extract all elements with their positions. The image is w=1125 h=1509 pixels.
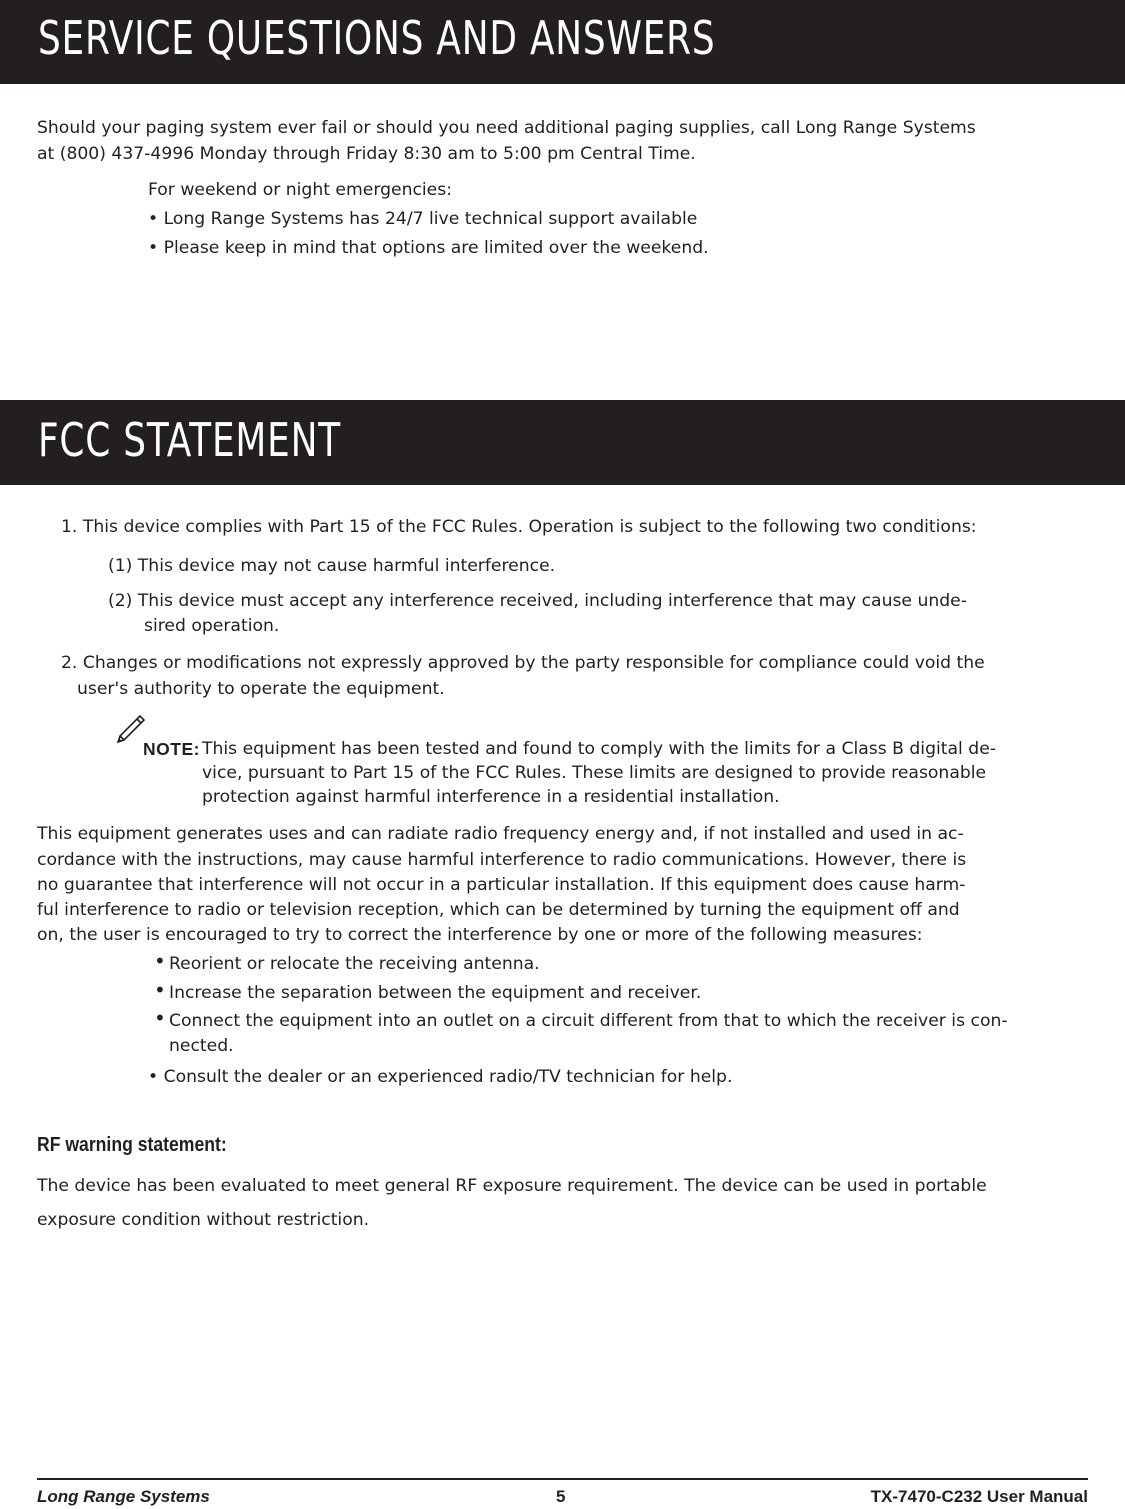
service-heading: SERVICE QUESTIONS AND ANSWERS	[38, 11, 716, 65]
fcc-body-line: ful interference to radio or television reception, which can be determined by turning the equipment off and	[37, 900, 960, 920]
note-line1: This equipment has been tested and found to comply with the limits for a Class B digital de-	[202, 739, 996, 759]
footer-page-number: 5	[556, 1487, 566, 1506]
pencil-icon	[112, 712, 146, 746]
emergency-item: • Please keep in mind that options are limited over the weekend.	[148, 238, 709, 258]
note-line2: vice, pursuant to Part 15 of the FCC Rules. These limits are designed to provide reasonable	[202, 763, 987, 783]
rf-heading: RF warning statement:	[37, 1134, 227, 1156]
bullet-icon: •	[154, 1006, 166, 1030]
service-intro-line2: at (800) 437-4996 Monday through Friday 8:30 am to 5:00 pm Central Time.	[37, 144, 696, 164]
measure-item-continued: nected.	[169, 1036, 234, 1056]
fcc-banner	[0, 400, 1125, 485]
fcc-heading: FCC STATEMENT	[38, 413, 341, 467]
fcc-item-1: 1. This device complies with Part 15 of the FCC Rules. Operation is subject to the following two conditions:	[61, 517, 977, 537]
fcc-body-line: on, the user is encouraged to try to correct the interference by one or more of the following measures:	[37, 925, 923, 945]
note-label: NOTE:	[143, 739, 200, 759]
service-intro-line1: Should your paging system ever fail or should you need additional paging supplies, call Long Range Systems	[37, 118, 976, 138]
service-banner	[0, 0, 1125, 84]
fcc-condition-2-line1: (2) This device must accept any interference received, including interference that may cause unde-	[108, 591, 967, 611]
fcc-body-line: cordance with the instructions, may cause harmful interference to radio communications. However, there is	[37, 850, 967, 870]
measure-item: Reorient or relocate the receiving antenna.	[169, 954, 540, 974]
footer-company: Long Range Systems	[37, 1487, 210, 1506]
fcc-item-2-line2: user's authority to operate the equipment.	[77, 679, 445, 699]
fcc-condition-1: (1) This device may not cause harmful interference.	[108, 556, 556, 576]
bullet-icon: •	[154, 949, 166, 973]
fcc-body-line: This equipment generates uses and can radiate radio frequency energy and, if not installed and used in ac-	[37, 824, 964, 844]
rf-line2: exposure condition without restriction.	[37, 1210, 370, 1230]
measure-item: Connect the equipment into an outlet on a circuit different from that to which the receiver is con-	[169, 1011, 1008, 1031]
footer-rule	[37, 1478, 1088, 1480]
emergency-item: • Long Range Systems has 24/7 live technical support available	[148, 209, 698, 229]
fcc-body-line: no guarantee that interference will not occur in a particular installation. If this equipment does cause harm-	[37, 875, 966, 895]
rf-line1: The device has been evaluated to meet general RF exposure requirement. The device can be used in portable	[37, 1176, 987, 1196]
measure-item: Increase the separation between the equipment and receiver.	[169, 983, 702, 1003]
fcc-condition-2-line2: sired operation.	[144, 616, 280, 636]
note-line3: protection against harmful interference in a residential installation.	[202, 787, 780, 807]
fcc-item-2-line1: 2. Changes or modifications not expressly approved by the party responsible for compliance could void the	[61, 653, 985, 673]
footer-manual-title: TX-7470-C232 User Manual	[870, 1487, 1088, 1506]
measure-item: • Consult the dealer or an experienced radio/TV technician for help.	[148, 1067, 733, 1087]
bullet-icon: •	[154, 978, 166, 1002]
emergency-label: For weekend or night emergencies:	[148, 180, 453, 200]
